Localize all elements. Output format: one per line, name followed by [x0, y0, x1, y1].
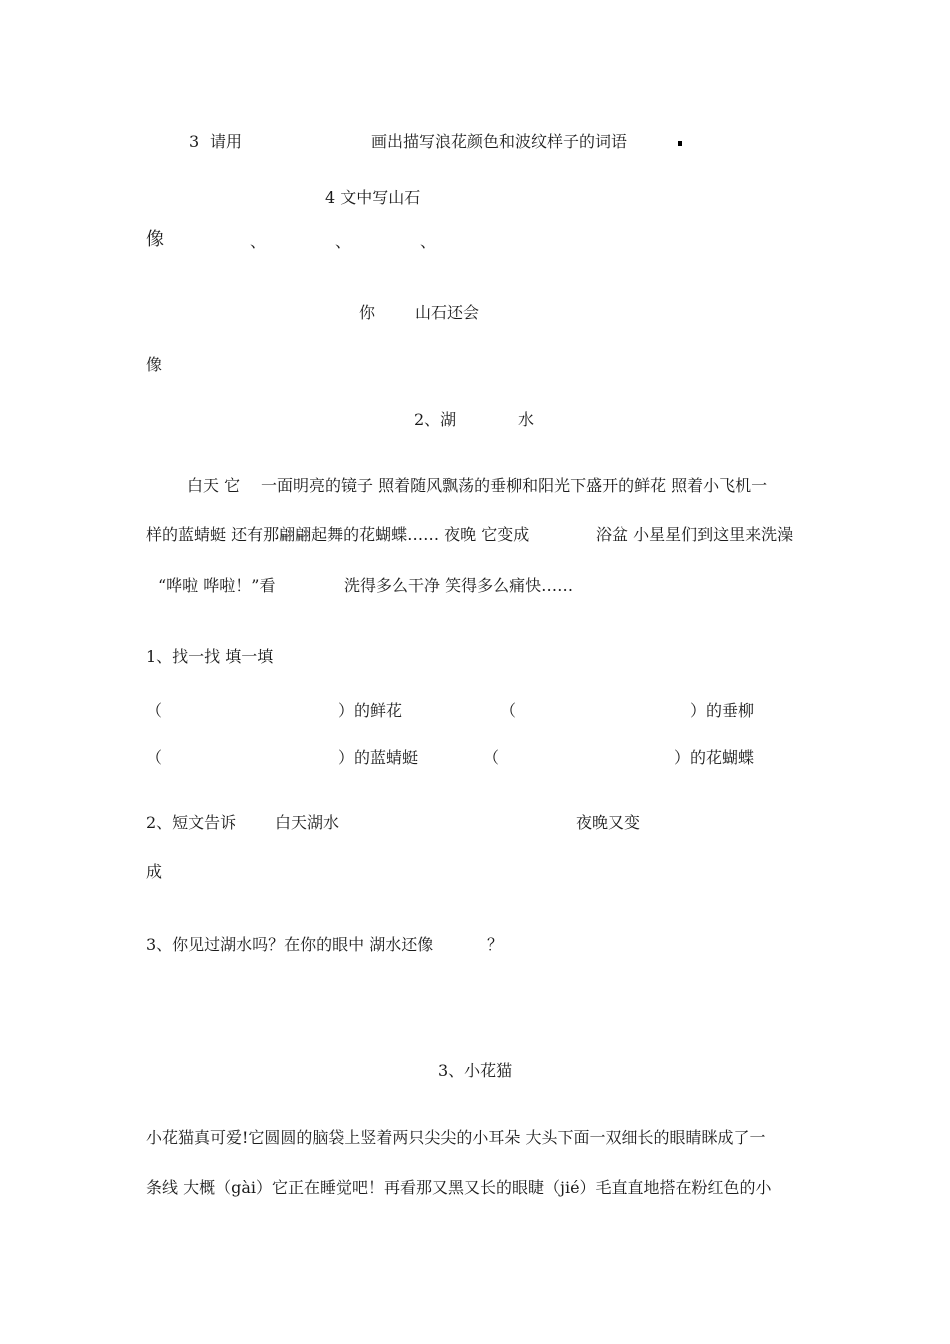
- passage-2-line-1a: 白天 它: [187, 476, 241, 495]
- s2-question-2b: 白天湖水: [275, 813, 340, 832]
- s2-question-3b: ？: [487, 935, 504, 954]
- q4-xiang-2: 像: [146, 355, 163, 374]
- passage-2-line-2a: 样的蓝蜻蜓 还有那翩翩起舞的花蝴蝶…… 夜晚 它变成: [146, 525, 530, 544]
- q4-ni: 你: [359, 303, 376, 322]
- s2-question-2c: 夜晚又变: [576, 813, 641, 832]
- q3-text-start: 请用: [210, 132, 243, 151]
- q4-comma-1: 、: [250, 232, 267, 251]
- fill-item-1: ）的鲜花: [338, 701, 403, 720]
- passage-3-line-2: 条线 大概（gài）它正在睡觉吧！再看那又黑又长的眼睫（jié）毛直直地搭在粉红色的小: [146, 1178, 772, 1197]
- passage-3-line-1: 小花猫真可爱!它圆圆的脑袋上竖着两只尖尖的小耳朵 大头下面一双细长的眼睛眯成了一: [146, 1128, 766, 1147]
- cursor-mark-icon: [678, 141, 682, 146]
- passage-2-line-3b: 洗得多么干净 笑得多么痛快……: [344, 576, 574, 595]
- fill-paren-1: （: [146, 701, 163, 720]
- passage-2-line-3a: “哗啦 哗啦！”看: [158, 576, 276, 595]
- s2-question-2a: 2、短文告诉: [146, 813, 237, 832]
- q3-number: 3: [189, 132, 200, 151]
- s2-question-3a: 3、你见过湖水吗？在你的眼中 湖水还像: [146, 935, 434, 954]
- s2-question-2d: 成: [146, 862, 163, 881]
- q4-comma-3: 、: [420, 232, 437, 251]
- passage-2-line-2b: 浴盆 小星星们到这里来洗澡: [596, 525, 794, 544]
- s2-question-1: 1、找一找 填一填: [146, 647, 274, 666]
- passage-2-line-1b: 一面明亮的镜子 照着随风飘荡的垂柳和阳光下盛开的鲜花 照着小飞机一: [261, 476, 768, 495]
- fill-item-4: ）的花蝴蝶: [674, 748, 755, 767]
- q4-xiang: 像: [146, 229, 164, 250]
- q3-text-end: 画出描写浪花颜色和波纹样子的词语: [371, 132, 628, 151]
- section-2-title: 水: [518, 410, 535, 429]
- q4-comma-2: 、: [335, 232, 352, 251]
- fill-paren-4: （: [483, 748, 500, 767]
- fill-item-3: ）的蓝蜻蜓: [338, 748, 419, 767]
- fill-item-2: ）的垂柳: [690, 701, 755, 720]
- section-2-number: 2、湖: [414, 410, 457, 429]
- section-3-title: 3、小花猫: [438, 1061, 513, 1080]
- q4-line: 4 文中写山石: [325, 188, 421, 207]
- fill-paren-3: （: [146, 748, 163, 767]
- fill-paren-2: （: [500, 701, 517, 720]
- q4-shanshi: 山石还会: [415, 303, 480, 322]
